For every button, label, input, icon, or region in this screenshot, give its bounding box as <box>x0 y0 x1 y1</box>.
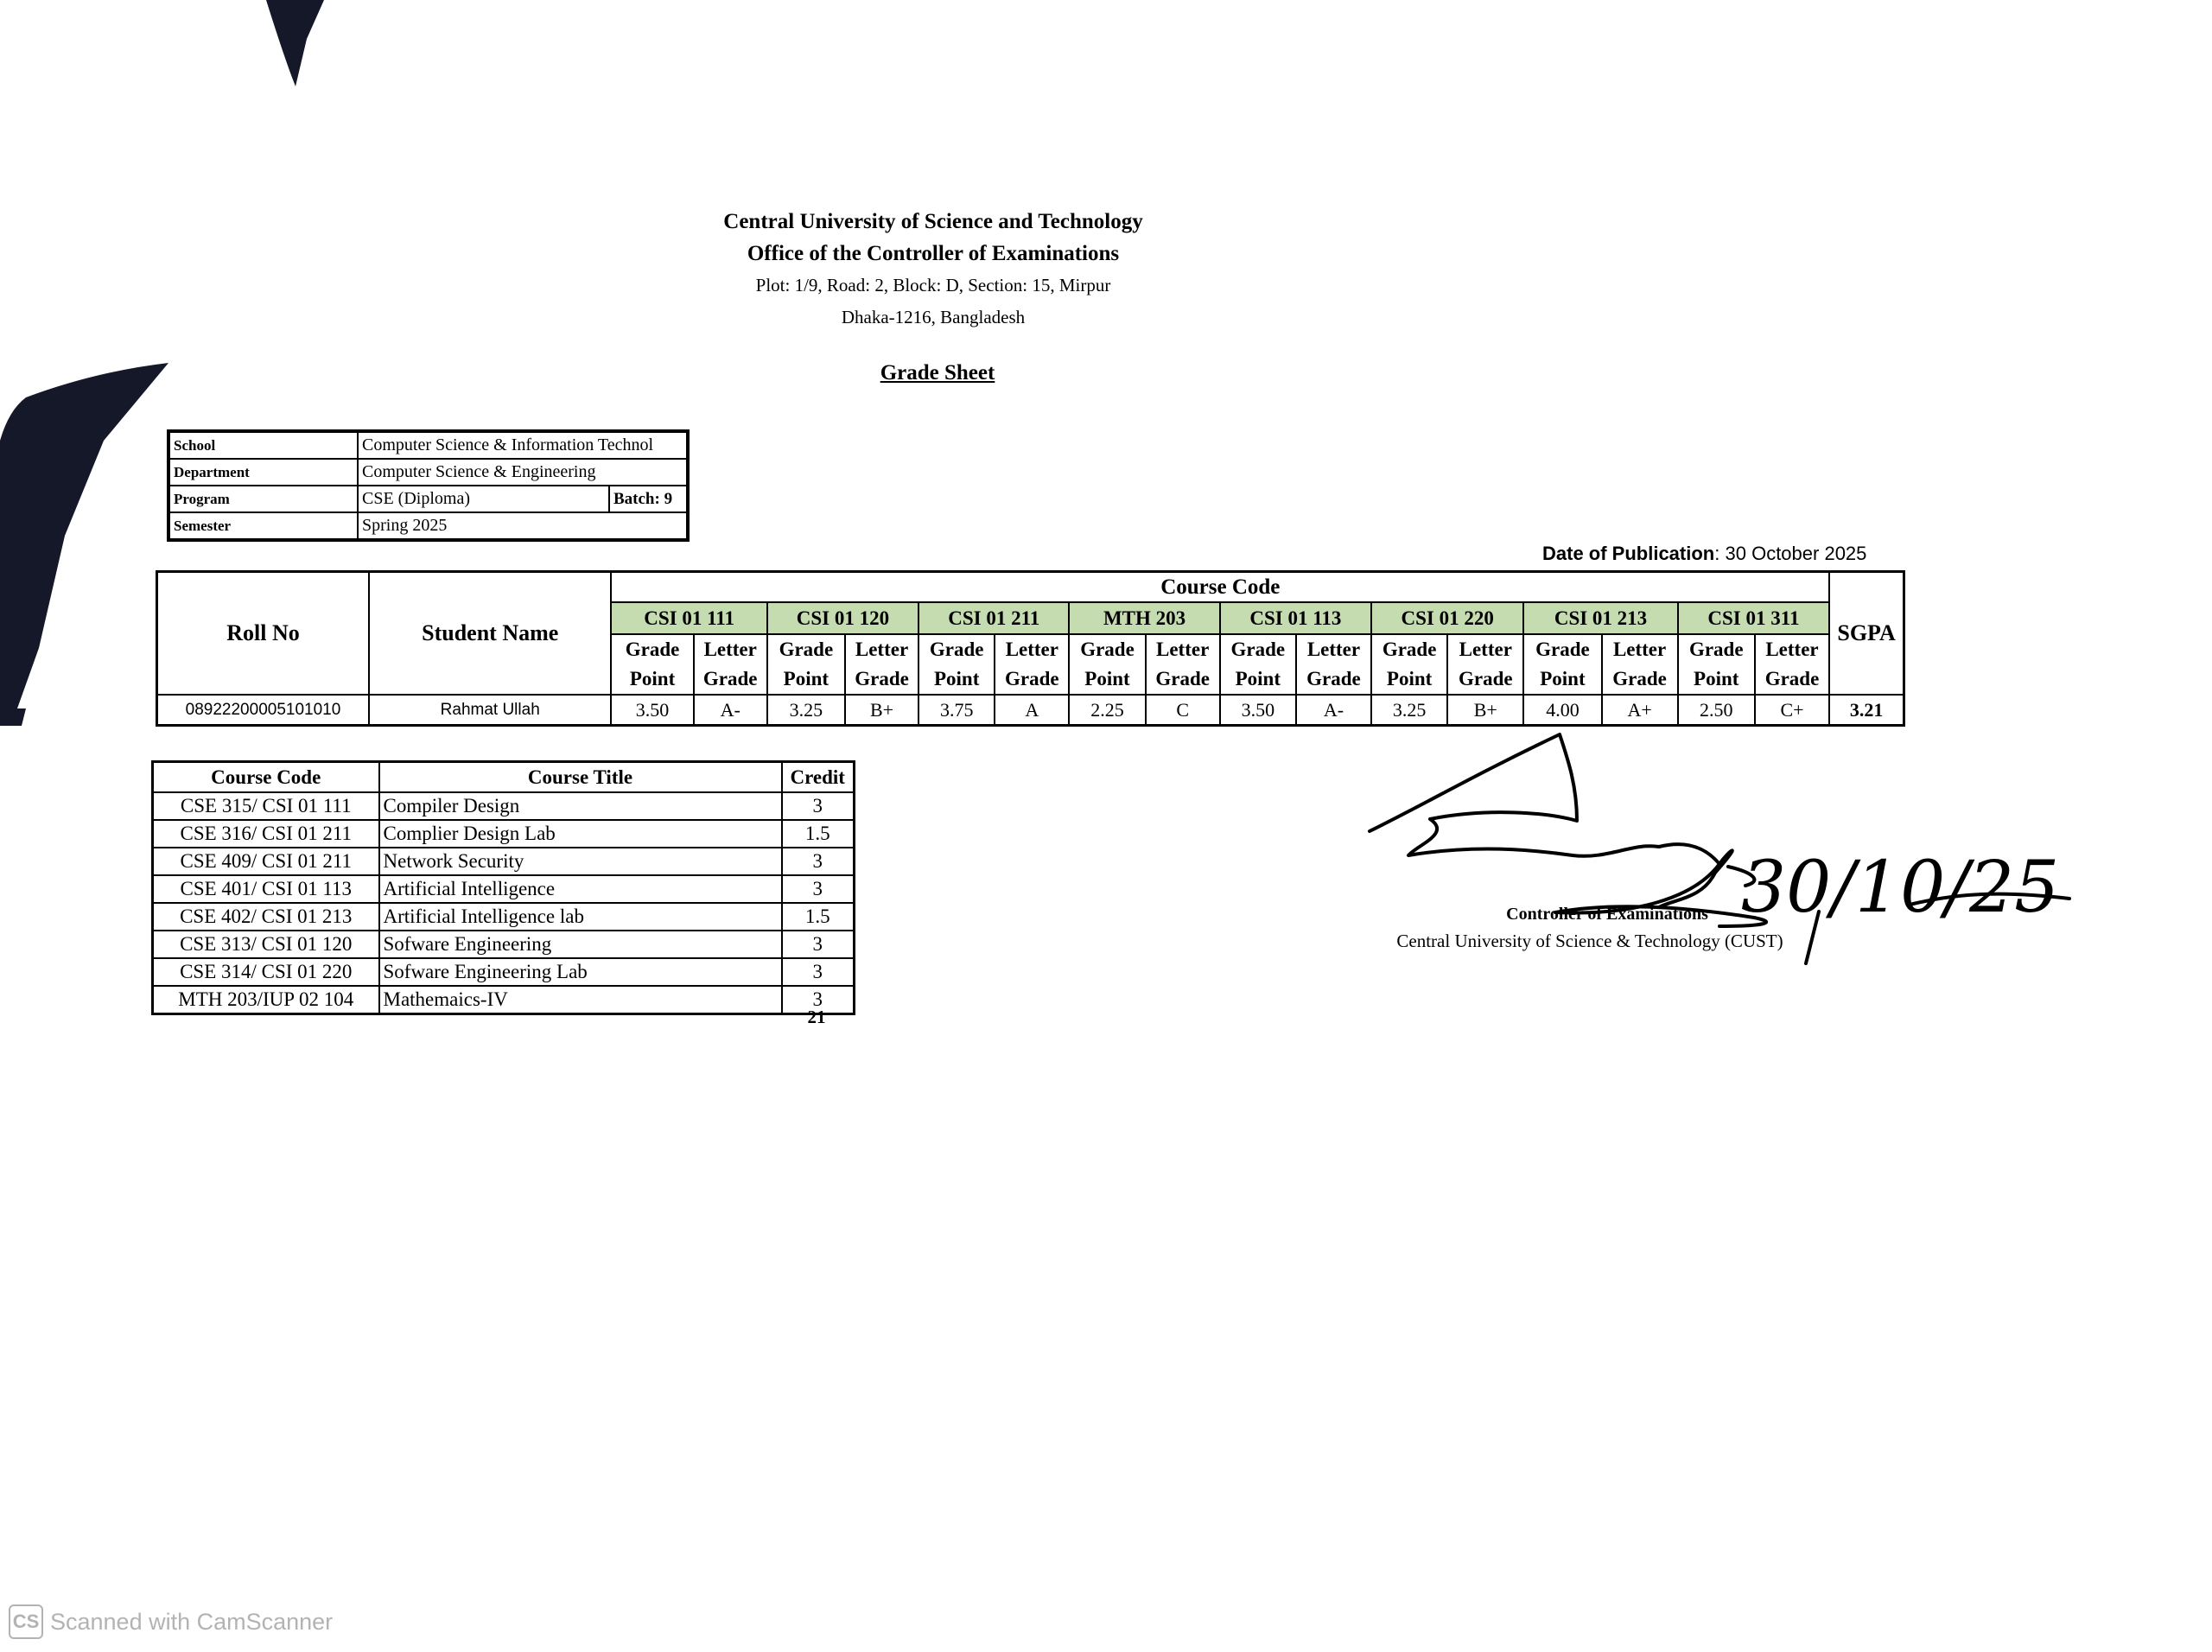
letter-grade-value: A <box>995 695 1069 726</box>
sgpa-header: SGPA <box>1829 572 1904 696</box>
course-code-cell: CSI 01 311 <box>1678 602 1830 634</box>
grade-point-value: 3.50 <box>611 695 693 726</box>
student-name-value: Rahmat Ullah <box>369 695 612 726</box>
address-line-1: Plot: 1/9, Road: 2, Block: D, Section: 15, Mirpur <box>755 275 1111 295</box>
letter-grade-subheader: Letter Grade <box>1296 634 1371 695</box>
document-title: Grade Sheet <box>880 361 995 384</box>
grade-point-value: 3.25 <box>767 695 845 726</box>
course-title: Mathemaics-IV <box>379 986 782 1014</box>
publication-date <box>1542 543 1866 565</box>
letter-grade-value: B+ <box>1447 695 1523 726</box>
letter-grade-value: A- <box>1296 695 1371 726</box>
course-code-cell: CSI 01 120 <box>767 602 918 634</box>
course-title: Sofware Engineering <box>379 931 782 958</box>
letter-grade-subheader: Letter Grade <box>1447 634 1523 695</box>
course-code: CSE 315/ CSI 01 111 <box>153 792 379 820</box>
grade-point-value: 4.00 <box>1523 695 1601 726</box>
info-row-program <box>168 486 688 512</box>
course-title: Compiler Design <box>379 792 782 820</box>
course-title: Sofware Engineering Lab <box>379 958 782 986</box>
grade-point-value: 2.50 <box>1678 695 1755 726</box>
sgpa-value: 3.21 <box>1829 695 1904 726</box>
results-header-row-1 <box>157 572 1904 603</box>
course-title: Artificial Intelligence lab <box>379 903 782 931</box>
letter-grade-value: C <box>1146 695 1220 726</box>
course-code: CSE 314/ CSI 01 220 <box>153 958 379 986</box>
letter-grade-subheader: Letter Grade <box>1146 634 1220 695</box>
course-title-column-header: Course Title <box>379 762 782 793</box>
course-list-row <box>153 792 855 820</box>
course-code-cell: CSI 01 211 <box>918 602 1069 634</box>
course-credit: 3 <box>782 931 855 958</box>
course-credit: 3 <box>782 875 855 903</box>
course-code-cell: MTH 203 <box>1069 602 1219 634</box>
grade-point-subheader: Grade Point <box>767 634 845 695</box>
page-edge-shadow-top <box>259 0 346 86</box>
letter-grade-value: C+ <box>1755 695 1829 726</box>
grade-point-value: 2.25 <box>1069 695 1145 726</box>
letterhead <box>622 206 1244 334</box>
course-title: Complier Design Lab <box>379 820 782 848</box>
course-code: CSE 313/ CSI 01 120 <box>153 931 379 958</box>
grade-point-subheader: Grade Point <box>1523 634 1601 695</box>
grade-point-value: 3.75 <box>918 695 995 726</box>
course-code: CSE 316/ CSI 01 211 <box>153 820 379 848</box>
letter-grade-subheader: Letter Grade <box>1755 634 1829 695</box>
course-title: Artificial Intelligence <box>379 875 782 903</box>
signatory-title: Controller of Examinations <box>1506 905 1708 924</box>
page-edge-shadow-left <box>0 363 173 726</box>
semester-label: Semester <box>168 512 358 540</box>
course-credit: 1.5 <box>782 903 855 931</box>
publication-date-label: Date of Publication <box>1542 543 1715 564</box>
publication-date-value: 30 October 2025 <box>1725 543 1867 564</box>
course-code-cell: CSI 01 113 <box>1220 602 1371 634</box>
course-list-row <box>153 875 855 903</box>
publication-date-separator: : <box>1714 543 1720 564</box>
department-label: Department <box>168 459 358 486</box>
results-table <box>156 570 1905 727</box>
info-row-school <box>168 431 688 459</box>
program-label: Program <box>168 486 358 512</box>
course-list-table <box>151 760 855 1015</box>
course-credit: 3 <box>782 986 855 1014</box>
course-list-row <box>153 820 855 848</box>
roll-no-header: Roll No <box>157 572 369 696</box>
grade-point-value: 3.50 <box>1220 695 1296 726</box>
course-credit: 1.5 <box>782 820 855 848</box>
university-name: Central University of Science and Technology <box>723 210 1143 233</box>
course-code: CSE 401/ CSI 01 113 <box>153 875 379 903</box>
grade-point-subheader: Grade Point <box>1069 634 1145 695</box>
grade-point-subheader: Grade Point <box>611 634 693 695</box>
letter-grade-subheader: Letter Grade <box>995 634 1069 695</box>
address-line-2: Dhaka-1216, Bangladesh <box>841 307 1026 327</box>
letter-grade-value: A+ <box>1602 695 1678 726</box>
course-code: CSE 402/ CSI 01 213 <box>153 903 379 931</box>
letter-grade-subheader: Letter Grade <box>1602 634 1678 695</box>
course-code-column-header: Course Code <box>153 762 379 793</box>
course-list-header-row <box>153 762 855 793</box>
grade-point-subheader: Grade Point <box>1220 634 1296 695</box>
course-code-cell: CSI 01 111 <box>611 602 766 634</box>
student-name-header: Student Name <box>369 572 612 696</box>
course-code-cell: CSI 01 213 <box>1523 602 1677 634</box>
office-name: Office of the Controller of Examinations <box>747 242 1120 265</box>
school-label: School <box>168 431 358 459</box>
course-list-row <box>153 958 855 986</box>
grade-point-value: 3.25 <box>1371 695 1447 726</box>
camscanner-text: Scanned with CamScanner <box>50 1608 334 1635</box>
grade-point-subheader: Grade Point <box>918 634 995 695</box>
school-value: Computer Science & Information Technol <box>358 431 688 459</box>
course-list-row <box>153 903 855 931</box>
course-credit: 3 <box>782 848 855 875</box>
grade-point-subheader: Grade Point <box>1371 634 1447 695</box>
course-title: Network Security <box>379 848 782 875</box>
grade-point-subheader: Grade Point <box>1678 634 1755 695</box>
course-code: CSE 409/ CSI 01 211 <box>153 848 379 875</box>
camscanner-logo-icon: CS <box>9 1604 43 1639</box>
letter-grade-value: B+ <box>845 695 918 726</box>
credit-column-header: Credit <box>782 762 855 793</box>
program-value: CSE (Diploma) <box>358 486 609 512</box>
roll-no-value: 08922200005101010 <box>157 695 369 726</box>
signatory-organization: Central University of Science & Technology (CUST) <box>1396 931 1783 951</box>
course-list-row <box>153 848 855 875</box>
total-credit: 21 <box>807 1007 826 1027</box>
student-result-row <box>157 695 1904 726</box>
course-code-header: Course Code <box>611 572 1829 603</box>
course-list-row <box>153 931 855 958</box>
letter-grade-subheader: Letter Grade <box>845 634 918 695</box>
course-credit: 3 <box>782 958 855 986</box>
course-credit: 3 <box>782 792 855 820</box>
letter-grade-subheader: Letter Grade <box>694 634 767 695</box>
course-list-row <box>153 986 855 1014</box>
student-info-table <box>167 429 690 542</box>
info-row-semester <box>168 512 688 540</box>
info-row-department <box>168 459 688 486</box>
course-code: MTH 203/IUP 02 104 <box>153 986 379 1014</box>
course-code-cell: CSI 01 220 <box>1371 602 1523 634</box>
batch-value: Batch: 9 <box>609 486 688 512</box>
department-value: Computer Science & Engineering <box>358 459 688 486</box>
camscanner-watermark <box>9 1604 333 1639</box>
handwritten-date: 30/10/25 <box>1741 847 2060 929</box>
semester-value: Spring 2025 <box>358 512 688 540</box>
letter-grade-value: A- <box>694 695 767 726</box>
